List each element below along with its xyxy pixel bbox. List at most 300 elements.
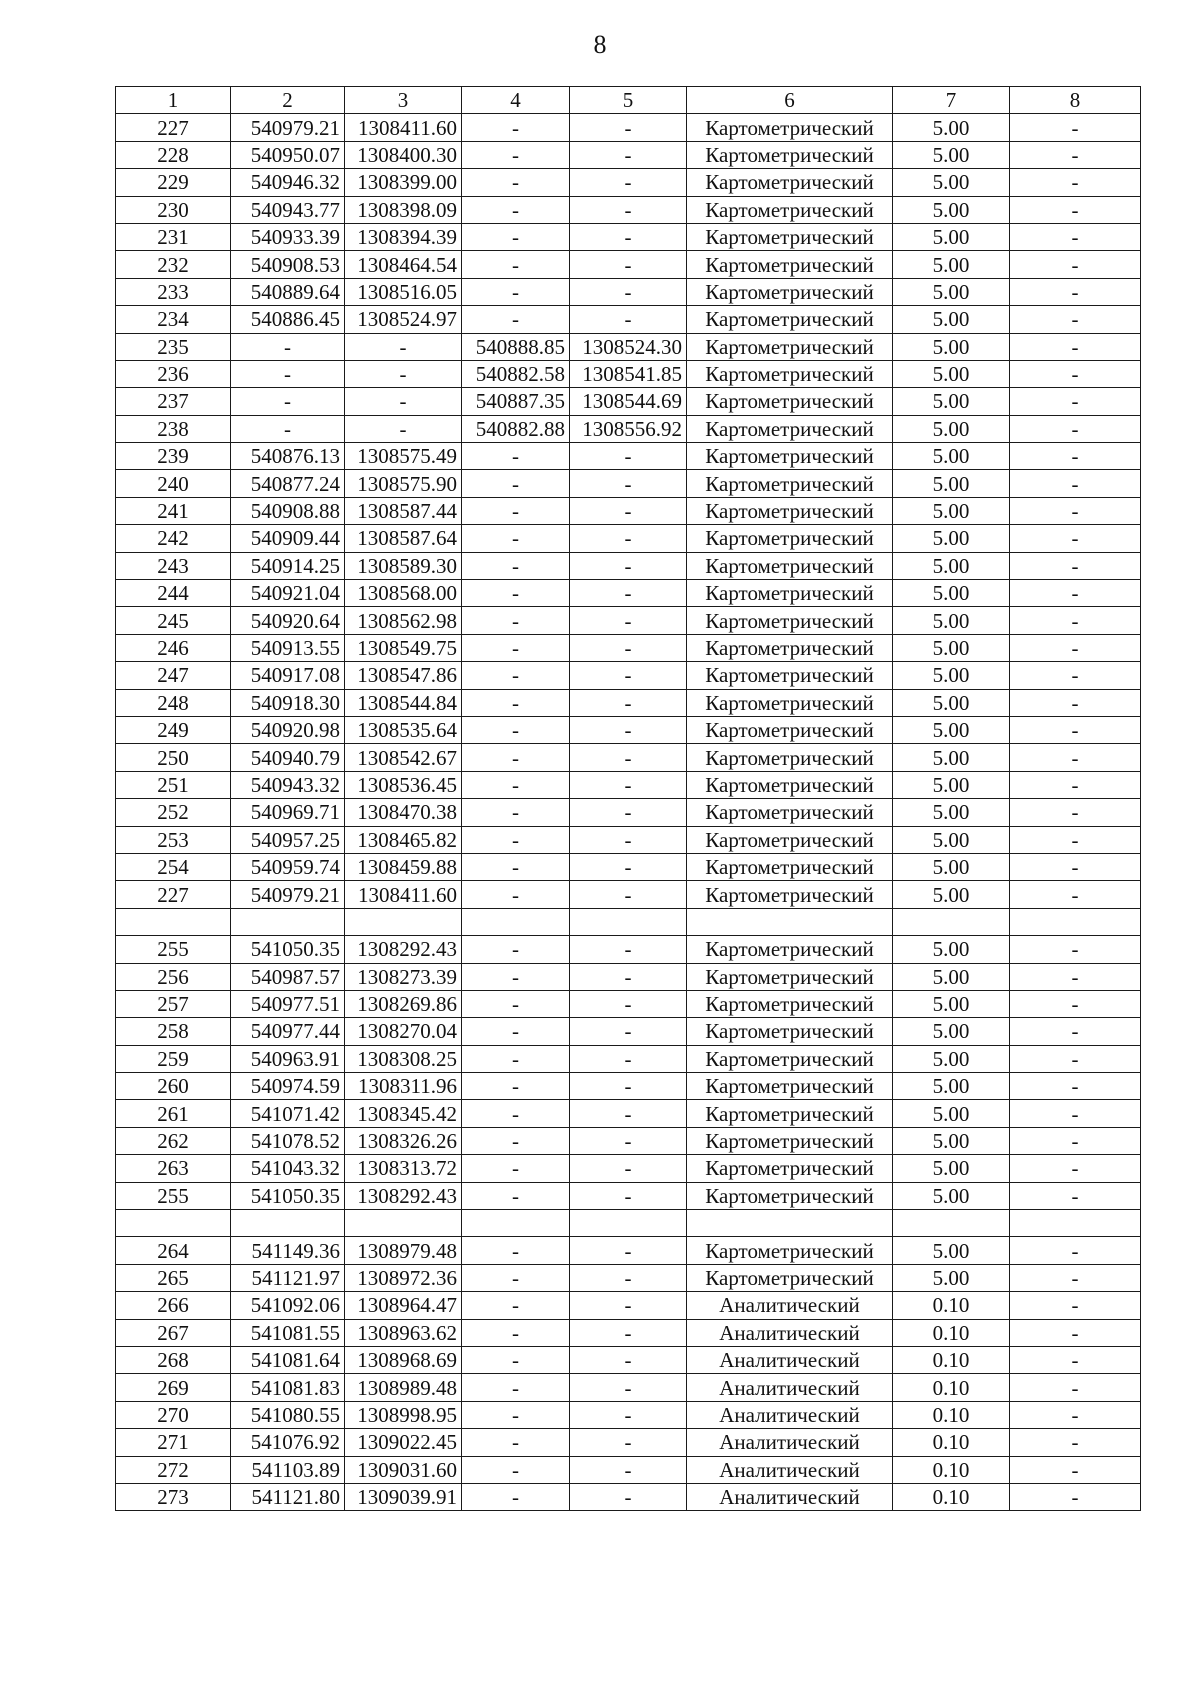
method-cell: Картометрический <box>687 360 893 387</box>
table-row <box>116 223 1141 250</box>
table-row <box>116 114 1141 141</box>
y-coordinate-cell: 1308536.45 <box>345 771 462 798</box>
accuracy-cell: 5.00 <box>893 415 1010 442</box>
x-coordinate-cell: 541078.52 <box>231 1127 345 1154</box>
x-new-cell: - <box>462 1374 570 1401</box>
method-cell: Картометрический <box>687 114 893 141</box>
table-row <box>116 552 1141 579</box>
table-row <box>116 1346 1141 1373</box>
accuracy-cell: 5.00 <box>893 114 1010 141</box>
x-new-cell: - <box>462 169 570 196</box>
point-number-cell: 251 <box>116 771 231 798</box>
y-coordinate-cell: 1308411.60 <box>345 881 462 908</box>
x-new-cell: - <box>462 470 570 497</box>
table-row <box>116 936 1141 963</box>
accuracy-cell: 0.10 <box>893 1401 1010 1428</box>
description-cell: - <box>1010 771 1141 798</box>
column-header: 8 <box>1010 87 1141 114</box>
description-cell: - <box>1010 634 1141 661</box>
x-coordinate-cell: 540933.39 <box>231 223 345 250</box>
accuracy-cell: 5.00 <box>893 1018 1010 1045</box>
x-coordinate-cell: 541081.83 <box>231 1374 345 1401</box>
description-cell: - <box>1010 1292 1141 1319</box>
y-new-cell: - <box>570 1319 687 1346</box>
point-number-cell: 259 <box>116 1045 231 1072</box>
y-new-cell: - <box>570 1264 687 1291</box>
x-new-cell: - <box>462 1073 570 1100</box>
point-number-cell: 234 <box>116 306 231 333</box>
description-cell <box>1010 1210 1141 1237</box>
y-new-cell: - <box>570 169 687 196</box>
method-cell: Картометрический <box>687 552 893 579</box>
y-coordinate-cell: - <box>345 388 462 415</box>
x-coordinate-cell: 540979.21 <box>231 114 345 141</box>
y-coordinate-cell: 1308589.30 <box>345 552 462 579</box>
x-new-cell: - <box>462 196 570 223</box>
table-header-row <box>116 87 1141 114</box>
method-cell: Картометрический <box>687 169 893 196</box>
description-cell: - <box>1010 853 1141 880</box>
x-coordinate-cell: 540889.64 <box>231 278 345 305</box>
description-cell: - <box>1010 1483 1141 1510</box>
y-new-cell <box>570 1210 687 1237</box>
method-cell: Картометрический <box>687 415 893 442</box>
x-coordinate-cell: 541076.92 <box>231 1429 345 1456</box>
table-row <box>116 1429 1141 1456</box>
y-coordinate-cell: 1308998.95 <box>345 1401 462 1428</box>
table-row <box>116 908 1141 935</box>
method-cell: Картометрический <box>687 1264 893 1291</box>
x-new-cell: - <box>462 1264 570 1291</box>
description-cell: - <box>1010 963 1141 990</box>
y-coordinate-cell: 1308311.96 <box>345 1073 462 1100</box>
accuracy-cell: 5.00 <box>893 936 1010 963</box>
description-cell: - <box>1010 1429 1141 1456</box>
description-cell: - <box>1010 1045 1141 1072</box>
x-new-cell: - <box>462 826 570 853</box>
y-new-cell: - <box>570 1401 687 1428</box>
y-new-cell: 1308556.92 <box>570 415 687 442</box>
point-number-cell: 241 <box>116 497 231 524</box>
accuracy-cell: 0.10 <box>893 1429 1010 1456</box>
y-coordinate-cell: 1308562.98 <box>345 607 462 634</box>
y-new-cell: - <box>570 1155 687 1182</box>
table-row <box>116 1210 1141 1237</box>
accuracy-cell: 5.00 <box>893 771 1010 798</box>
method-cell: Картометрический <box>687 333 893 360</box>
x-new-cell: - <box>462 1100 570 1127</box>
x-coordinate-cell: 541103.89 <box>231 1456 345 1483</box>
x-new-cell: - <box>462 525 570 552</box>
point-number-cell: 254 <box>116 853 231 880</box>
y-new-cell: - <box>570 1237 687 1264</box>
method-cell: Картометрический <box>687 881 893 908</box>
method-cell: Картометрический <box>687 1018 893 1045</box>
description-cell: - <box>1010 223 1141 250</box>
table-row <box>116 607 1141 634</box>
x-new-cell: - <box>462 1155 570 1182</box>
table-row <box>116 990 1141 1017</box>
accuracy-cell: 5.00 <box>893 443 1010 470</box>
accuracy-cell: 5.00 <box>893 1182 1010 1209</box>
accuracy-cell <box>893 908 1010 935</box>
x-new-cell: - <box>462 662 570 689</box>
column-header: 3 <box>345 87 462 114</box>
description-cell: - <box>1010 525 1141 552</box>
x-new-cell: - <box>462 1127 570 1154</box>
y-new-cell: - <box>570 963 687 990</box>
y-coordinate-cell: 1308470.38 <box>345 799 462 826</box>
table-row <box>116 716 1141 743</box>
description-cell: - <box>1010 689 1141 716</box>
x-coordinate-cell <box>231 1210 345 1237</box>
y-new-cell: - <box>570 552 687 579</box>
y-coordinate-cell: 1308544.84 <box>345 689 462 716</box>
table-row <box>116 826 1141 853</box>
x-new-cell: - <box>462 799 570 826</box>
y-new-cell: - <box>570 223 687 250</box>
accuracy-cell: 5.00 <box>893 990 1010 1017</box>
table-row <box>116 415 1141 442</box>
x-new-cell: - <box>462 607 570 634</box>
y-coordinate-cell: 1308516.05 <box>345 278 462 305</box>
x-coordinate-cell: 540943.32 <box>231 771 345 798</box>
y-coordinate-cell: 1308345.42 <box>345 1100 462 1127</box>
x-new-cell: - <box>462 881 570 908</box>
column-header: 7 <box>893 87 1010 114</box>
point-number-cell: 231 <box>116 223 231 250</box>
accuracy-cell: 5.00 <box>893 1155 1010 1182</box>
table-row <box>116 196 1141 223</box>
y-coordinate-cell: - <box>345 415 462 442</box>
description-cell: - <box>1010 1100 1141 1127</box>
point-number-cell: 227 <box>116 114 231 141</box>
method-cell: Картометрический <box>687 716 893 743</box>
table-row <box>116 1127 1141 1154</box>
point-number-cell: 235 <box>116 333 231 360</box>
point-number-cell: 229 <box>116 169 231 196</box>
point-number-cell: 261 <box>116 1100 231 1127</box>
description-cell: - <box>1010 415 1141 442</box>
y-new-cell: - <box>570 1346 687 1373</box>
x-coordinate-cell: 540877.24 <box>231 470 345 497</box>
x-coordinate-cell: 540946.32 <box>231 169 345 196</box>
point-number-cell: 228 <box>116 141 231 168</box>
description-cell: - <box>1010 1127 1141 1154</box>
x-new-cell: - <box>462 936 570 963</box>
method-cell: Картометрический <box>687 1182 893 1209</box>
table-row <box>116 1292 1141 1319</box>
x-coordinate-cell: 541071.42 <box>231 1100 345 1127</box>
point-number-cell: 233 <box>116 278 231 305</box>
method-cell: Картометрический <box>687 278 893 305</box>
x-new-cell: 540882.58 <box>462 360 570 387</box>
accuracy-cell: 0.10 <box>893 1374 1010 1401</box>
x-new-cell: - <box>462 443 570 470</box>
method-cell: Картометрический <box>687 388 893 415</box>
x-coordinate-cell: 540909.44 <box>231 525 345 552</box>
accuracy-cell: 5.00 <box>893 580 1010 607</box>
point-number-cell: 230 <box>116 196 231 223</box>
y-new-cell: - <box>570 114 687 141</box>
table-row <box>116 1456 1141 1483</box>
table-row <box>116 1264 1141 1291</box>
accuracy-cell: 5.00 <box>893 853 1010 880</box>
description-cell: - <box>1010 497 1141 524</box>
point-number-cell: 265 <box>116 1264 231 1291</box>
x-coordinate-cell: 540959.74 <box>231 853 345 880</box>
description-cell: - <box>1010 1374 1141 1401</box>
method-cell: Картометрический <box>687 1237 893 1264</box>
x-coordinate-cell: 540921.04 <box>231 580 345 607</box>
description-cell: - <box>1010 552 1141 579</box>
y-coordinate-cell: 1308411.60 <box>345 114 462 141</box>
table-row <box>116 525 1141 552</box>
method-cell: Картометрический <box>687 744 893 771</box>
point-number-cell: 249 <box>116 716 231 743</box>
point-number-cell: 255 <box>116 936 231 963</box>
description-cell: - <box>1010 1456 1141 1483</box>
accuracy-cell: 5.00 <box>893 799 1010 826</box>
point-number-cell: 236 <box>116 360 231 387</box>
x-new-cell: 540882.88 <box>462 415 570 442</box>
y-coordinate-cell: 1309031.60 <box>345 1456 462 1483</box>
x-new-cell: - <box>462 1429 570 1456</box>
y-new-cell: - <box>570 799 687 826</box>
point-number-cell <box>116 1210 231 1237</box>
x-new-cell: - <box>462 1401 570 1428</box>
method-cell: Картометрический <box>687 306 893 333</box>
table-row <box>116 1045 1141 1072</box>
point-number-cell: 252 <box>116 799 231 826</box>
y-coordinate-cell: 1308273.39 <box>345 963 462 990</box>
x-coordinate-cell: 540913.55 <box>231 634 345 661</box>
description-cell: - <box>1010 1264 1141 1291</box>
x-coordinate-cell: - <box>231 333 345 360</box>
y-new-cell: - <box>570 771 687 798</box>
accuracy-cell: 0.10 <box>893 1456 1010 1483</box>
point-number-cell: 268 <box>116 1346 231 1373</box>
x-new-cell: - <box>462 1456 570 1483</box>
description-cell: - <box>1010 470 1141 497</box>
accuracy-cell: 5.00 <box>893 716 1010 743</box>
method-cell: Картометрический <box>687 799 893 826</box>
x-new-cell: - <box>462 1319 570 1346</box>
point-number-cell: 258 <box>116 1018 231 1045</box>
y-coordinate-cell: 1308308.25 <box>345 1045 462 1072</box>
x-new-cell: - <box>462 1292 570 1319</box>
column-header: 6 <box>687 87 893 114</box>
x-coordinate-cell: - <box>231 360 345 387</box>
accuracy-cell: 5.00 <box>893 360 1010 387</box>
description-cell: - <box>1010 306 1141 333</box>
y-coordinate-cell: 1308269.86 <box>345 990 462 1017</box>
accuracy-cell: 5.00 <box>893 963 1010 990</box>
y-coordinate-cell: 1308400.30 <box>345 141 462 168</box>
x-coordinate-cell: 541149.36 <box>231 1237 345 1264</box>
x-coordinate-cell: - <box>231 415 345 442</box>
description-cell: - <box>1010 662 1141 689</box>
method-cell: Аналитический <box>687 1483 893 1510</box>
y-coordinate-cell: 1308398.09 <box>345 196 462 223</box>
method-cell: Картометрический <box>687 936 893 963</box>
x-new-cell: - <box>462 689 570 716</box>
point-number-cell: 239 <box>116 443 231 470</box>
description-cell: - <box>1010 1018 1141 1045</box>
point-number-cell: 253 <box>116 826 231 853</box>
x-new-cell: - <box>462 634 570 661</box>
accuracy-cell: 5.00 <box>893 169 1010 196</box>
x-coordinate-cell: 540918.30 <box>231 689 345 716</box>
description-cell: - <box>1010 744 1141 771</box>
y-new-cell: - <box>570 1429 687 1456</box>
point-number-cell: 240 <box>116 470 231 497</box>
y-new-cell: - <box>570 580 687 607</box>
accuracy-cell: 5.00 <box>893 634 1010 661</box>
y-coordinate-cell: - <box>345 360 462 387</box>
point-number-cell: 264 <box>116 1237 231 1264</box>
y-coordinate-cell: 1308547.86 <box>345 662 462 689</box>
accuracy-cell: 5.00 <box>893 525 1010 552</box>
y-new-cell: - <box>570 443 687 470</box>
y-new-cell: - <box>570 1127 687 1154</box>
table-row <box>116 333 1141 360</box>
accuracy-cell: 5.00 <box>893 689 1010 716</box>
x-new-cell: - <box>462 552 570 579</box>
description-cell: - <box>1010 196 1141 223</box>
description-cell: - <box>1010 1155 1141 1182</box>
y-coordinate-cell: 1309022.45 <box>345 1429 462 1456</box>
description-cell: - <box>1010 1401 1141 1428</box>
y-coordinate-cell: 1308399.00 <box>345 169 462 196</box>
x-new-cell: 540888.85 <box>462 333 570 360</box>
x-new-cell: - <box>462 771 570 798</box>
method-cell: Аналитический <box>687 1319 893 1346</box>
accuracy-cell: 0.10 <box>893 1319 1010 1346</box>
point-number-cell: 227 <box>116 881 231 908</box>
table-row <box>116 744 1141 771</box>
point-number-cell: 238 <box>116 415 231 442</box>
x-coordinate-cell: 540974.59 <box>231 1073 345 1100</box>
accuracy-cell: 5.00 <box>893 333 1010 360</box>
y-coordinate-cell: 1308394.39 <box>345 223 462 250</box>
method-cell: Картометрический <box>687 525 893 552</box>
x-coordinate-cell: 541050.35 <box>231 936 345 963</box>
accuracy-cell: 5.00 <box>893 744 1010 771</box>
y-new-cell: - <box>570 1292 687 1319</box>
y-new-cell: - <box>570 1073 687 1100</box>
point-number-cell: 247 <box>116 662 231 689</box>
x-coordinate-cell: 540876.13 <box>231 443 345 470</box>
accuracy-cell: 5.00 <box>893 278 1010 305</box>
x-coordinate-cell: 541121.97 <box>231 1264 345 1291</box>
table-row <box>116 388 1141 415</box>
table-row <box>116 251 1141 278</box>
method-cell: Картометрический <box>687 826 893 853</box>
y-new-cell <box>570 908 687 935</box>
y-new-cell: - <box>570 936 687 963</box>
description-cell: - <box>1010 141 1141 168</box>
accuracy-cell: 5.00 <box>893 1237 1010 1264</box>
x-coordinate-cell: 541081.64 <box>231 1346 345 1373</box>
y-coordinate-cell: 1308464.54 <box>345 251 462 278</box>
y-new-cell: - <box>570 716 687 743</box>
description-cell: - <box>1010 1073 1141 1100</box>
x-coordinate-cell: 540940.79 <box>231 744 345 771</box>
y-coordinate-cell: 1308963.62 <box>345 1319 462 1346</box>
x-new-cell: - <box>462 990 570 1017</box>
table-row <box>116 470 1141 497</box>
x-coordinate-cell: 540957.25 <box>231 826 345 853</box>
column-header: 5 <box>570 87 687 114</box>
point-number-cell <box>116 908 231 935</box>
x-coordinate-cell: 540914.25 <box>231 552 345 579</box>
accuracy-cell: 5.00 <box>893 251 1010 278</box>
description-cell: - <box>1010 278 1141 305</box>
description-cell: - <box>1010 1346 1141 1373</box>
accuracy-cell <box>893 1210 1010 1237</box>
point-number-cell: 242 <box>116 525 231 552</box>
y-coordinate-cell: - <box>345 333 462 360</box>
table-row <box>116 1401 1141 1428</box>
description-cell: - <box>1010 799 1141 826</box>
y-new-cell: 1308541.85 <box>570 360 687 387</box>
x-new-cell: - <box>462 141 570 168</box>
x-coordinate-cell: 540908.53 <box>231 251 345 278</box>
table-row <box>116 497 1141 524</box>
accuracy-cell: 0.10 <box>893 1292 1010 1319</box>
x-new-cell: 540887.35 <box>462 388 570 415</box>
table-row <box>116 1319 1141 1346</box>
column-header: 1 <box>116 87 231 114</box>
x-new-cell: - <box>462 251 570 278</box>
description-cell: - <box>1010 936 1141 963</box>
description-cell: - <box>1010 826 1141 853</box>
y-coordinate-cell <box>345 908 462 935</box>
point-number-cell: 245 <box>116 607 231 634</box>
y-coordinate-cell: 1308524.97 <box>345 306 462 333</box>
description-cell <box>1010 908 1141 935</box>
y-new-cell: - <box>570 141 687 168</box>
description-cell: - <box>1010 443 1141 470</box>
y-new-cell: - <box>570 826 687 853</box>
description-cell: - <box>1010 1319 1141 1346</box>
x-coordinate-cell: 540969.71 <box>231 799 345 826</box>
method-cell: Картометрический <box>687 580 893 607</box>
y-coordinate-cell: 1308270.04 <box>345 1018 462 1045</box>
table-row <box>116 1100 1141 1127</box>
point-number-cell: 256 <box>116 963 231 990</box>
x-coordinate-cell: 541121.80 <box>231 1483 345 1510</box>
y-new-cell: - <box>570 881 687 908</box>
y-coordinate-cell: 1308549.75 <box>345 634 462 661</box>
description-cell: - <box>1010 881 1141 908</box>
method-cell: Картометрический <box>687 662 893 689</box>
table-row <box>116 1483 1141 1510</box>
y-coordinate-cell: 1308968.69 <box>345 1346 462 1373</box>
y-coordinate-cell: 1308568.00 <box>345 580 462 607</box>
y-coordinate-cell: 1308575.49 <box>345 443 462 470</box>
accuracy-cell: 5.00 <box>893 607 1010 634</box>
y-coordinate-cell: 1308313.72 <box>345 1155 462 1182</box>
description-cell: - <box>1010 580 1141 607</box>
accuracy-cell: 5.00 <box>893 196 1010 223</box>
y-coordinate-cell: 1308587.64 <box>345 525 462 552</box>
point-number-cell: 246 <box>116 634 231 661</box>
y-coordinate-cell: 1308459.88 <box>345 853 462 880</box>
x-coordinate-cell: 540963.91 <box>231 1045 345 1072</box>
y-new-cell: 1308524.30 <box>570 333 687 360</box>
